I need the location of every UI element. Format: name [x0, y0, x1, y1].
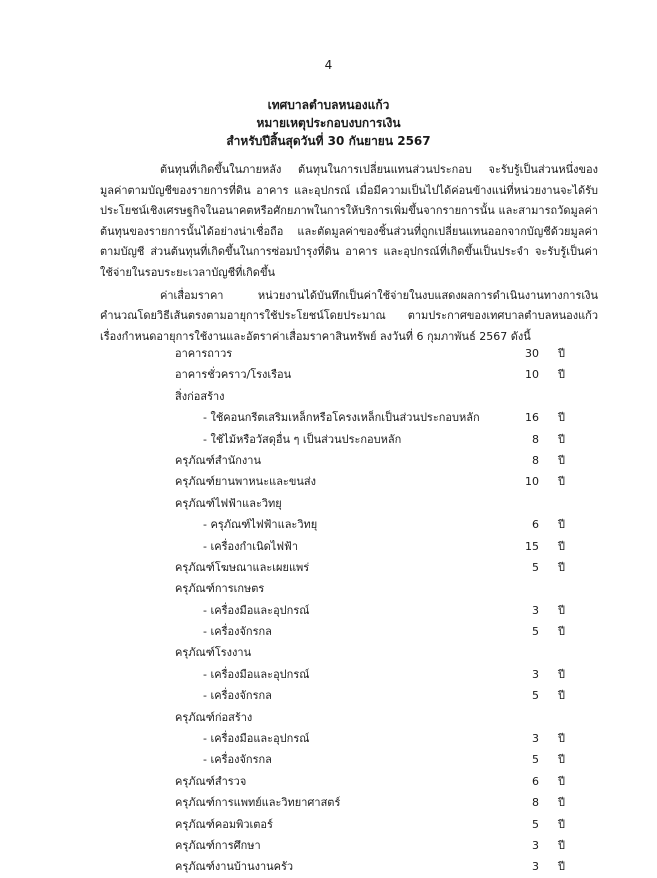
useful-life-unit: ปี — [558, 732, 565, 746]
paragraph-depreciation: ค่าเสื่อมราคา หน่วยงานได้บันทึกเป็นค่าใช้จ่ายในงบแสดงผลการดำเนินงานทางการเงินคำนวณโดยวิธีเส้นตรงตามอายุการใช้ประโยชน์โดยประมาณ ตามประกาศของเทศบาลตำบลหนองแก้ว เรื่องกำหนดอายุการใช้งานและอัตราค่าเสื่อมราคาสินทรัพย์ ลงวันที่ 6 กุมภาพันธ์ 2567 ดังนี้ — [100, 288, 598, 343]
useful-life-years: 8 — [532, 453, 539, 467]
asset-category-label: ครุภัณฑ์ไฟฟ้าและวิทยุ — [175, 496, 282, 510]
asset-category-label: ครุภัณฑ์การแพทย์และวิทยาศาสตร์ — [175, 796, 341, 810]
asset-category-label: - เครื่องกำเนิดไฟฟ้า — [203, 539, 299, 553]
asset-category-label: ครุภัณฑ์การศึกษา — [175, 838, 261, 852]
useful-life-years: 10 — [525, 368, 539, 382]
asset-category-label: - เครื่องมือและอุปกรณ์ — [203, 603, 310, 617]
useful-life-years: 3 — [532, 603, 539, 617]
useful-life-years: 30 — [525, 347, 539, 360]
schedule-row — [175, 792, 595, 813]
document-title: หมายเหตุประกอบงบการเงิน — [256, 116, 401, 130]
useful-life-unit: ปี — [558, 432, 565, 446]
asset-category-label: อาคารถาวร — [175, 347, 233, 360]
asset-category-label: สิ่งก่อสร้าง — [175, 389, 225, 403]
useful-life-years: 3 — [532, 838, 539, 852]
useful-life-unit: ปี — [558, 796, 565, 810]
useful-life-unit: ปี — [558, 817, 565, 831]
useful-life-unit: ปี — [558, 667, 565, 681]
asset-category-label: - เครื่องจักรกล — [203, 625, 272, 639]
asset-category-label: ครุภัณฑ์สำนักงาน — [175, 453, 261, 467]
useful-life-unit: ปี — [558, 539, 565, 553]
useful-life-years: 3 — [532, 667, 539, 681]
useful-life-unit: ปี — [558, 411, 565, 425]
useful-life-years: 3 — [532, 732, 539, 746]
schedule-row — [175, 514, 595, 535]
asset-category-label: ครุภัณฑ์คอมพิวเตอร์ — [175, 817, 273, 831]
useful-life-years: 5 — [532, 560, 539, 574]
schedule-row — [175, 386, 595, 407]
useful-life-years: 16 — [525, 411, 539, 425]
asset-category-label: - เครื่องมือและอุปกรณ์ — [203, 667, 310, 681]
useful-life-years: 8 — [532, 432, 539, 446]
asset-category-label: อาคารชั่วคราว/โรงเรือน — [175, 368, 292, 382]
page-number: 4 — [324, 58, 333, 72]
asset-category-label: - เครื่องจักรกล — [203, 753, 272, 767]
useful-life-unit: ปี — [558, 518, 565, 532]
organization-title: เทศบาลตำบลหนองแก้ว — [267, 98, 390, 112]
useful-life-unit: ปี — [558, 625, 565, 639]
schedule-row — [175, 707, 595, 728]
asset-category-label: ครุภัณฑ์ยานพาหนะและขนส่ง — [175, 475, 316, 489]
useful-life-unit: ปี — [558, 603, 565, 617]
document-header — [0, 96, 657, 150]
useful-life-unit: ปี — [558, 347, 565, 360]
asset-category-label: ครุภัณฑ์งานบ้านงานครัว — [175, 860, 294, 874]
useful-life-unit: ปี — [558, 368, 565, 382]
asset-category-label: ครุภัณฑ์โฆษณาและเผยแพร่ — [175, 560, 310, 574]
asset-category-label: - เครื่องมือและอุปกรณ์ — [203, 732, 310, 746]
useful-life-years: 10 — [525, 475, 539, 489]
schedule-row — [175, 749, 595, 770]
schedule-row — [175, 642, 595, 663]
useful-life-unit: ปี — [558, 560, 565, 574]
schedule-row — [175, 493, 595, 514]
schedule-row — [175, 557, 595, 578]
useful-life-years: 8 — [532, 796, 539, 810]
schedule-row — [175, 856, 595, 877]
schedule-row — [175, 407, 595, 428]
useful-life-unit: ปี — [558, 453, 565, 467]
useful-life-unit: ปี — [558, 753, 565, 767]
asset-category-label: - ใช้ไม้หรือวัสดุอื่น ๆ เป็นส่วนประกอบหลัก — [203, 432, 402, 446]
useful-life-unit: ปี — [558, 689, 565, 703]
useful-life-years: 6 — [532, 774, 539, 788]
useful-life-years: 6 — [532, 518, 539, 532]
schedule-row — [175, 621, 595, 642]
schedule-row — [175, 364, 595, 385]
useful-life-unit: ปี — [558, 838, 565, 852]
useful-life-unit: ปี — [558, 475, 565, 489]
asset-category-label: ครุภัณฑ์โรงงาน — [175, 646, 252, 660]
useful-life-years: 3 — [532, 860, 539, 874]
schedule-row — [175, 600, 595, 621]
useful-life-unit: ปี — [558, 860, 565, 874]
schedule-row — [175, 578, 595, 599]
asset-category-label: - เครื่องจักรกล — [203, 689, 272, 703]
schedule-row — [175, 728, 595, 749]
schedule-row — [175, 536, 595, 557]
schedule-row — [175, 835, 595, 856]
asset-category-label: ครุภัณฑ์ก่อสร้าง — [175, 710, 253, 724]
useful-life-schedule — [175, 343, 595, 878]
useful-life-unit: ปี — [558, 774, 565, 788]
useful-life-years: 15 — [525, 539, 539, 553]
schedule-row — [175, 343, 595, 364]
schedule-row — [175, 771, 595, 792]
asset-category-label: - ครุภัณฑ์ไฟฟ้าและวิทยุ — [203, 518, 318, 532]
schedule-row — [175, 429, 595, 450]
schedule-row — [175, 814, 595, 835]
useful-life-years: 5 — [532, 753, 539, 767]
useful-life-years: 5 — [532, 689, 539, 703]
asset-category-label: ครุภัณฑ์สำรวจ — [175, 774, 247, 788]
paragraph-subsequent-costs: ต้นทุนที่เกิดขึ้นในภายหลัง ต้นทุนในการเปลี่ยนแทนส่วนประกอบ จะรับรู้เป็นส่วนหนึ่งของมูลค่าตามบัญชีของรายการที่ดิน อาคาร และอุปกรณ์ เมื่อมีความเป็นไปได้ค่อนข้างแน่ที่หน่วยงานจะได้รับประโยชน์เชิงเศรษฐกิจในอนาคตหรือศักยภาพในการให้บริการเพิ่มขึ้นจากรายการนั้น และสามารถวัดมูลค่าต้นทุนของรายการนั้นได้อย่างน่าเชื่อถือ และตัดมูลค่าของชิ้นส่วนที่ถูกเปลี่ยนแทนออกจากบัญชีด้วยมูลค่าตามบัญชี ส่วนต้นทุนที่เกิดขึ้นในการซ่อมบำรุงที่ดิน อาคาร และอุปกรณ์ที่เกิดขึ้นเป็นประจำ จะรับรู้เป็นค่าใช้จ่ายในรอบระยะเวลาบัญชีที่เกิดขึ้น — [100, 163, 598, 279]
schedule-row — [175, 450, 595, 471]
schedule-row — [175, 664, 595, 685]
useful-life-years: 5 — [532, 817, 539, 831]
period-title: สำหรับปีสิ้นสุดวันที่ 30 กันยายน 2567 — [226, 134, 431, 148]
body-text — [100, 160, 598, 349]
asset-category-label: - ใช้คอนกรีตเสริมเหล็กหรือโครงเหล็กเป็นส่วนประกอบหลัก — [203, 411, 480, 425]
schedule-row — [175, 471, 595, 492]
schedule-row — [175, 685, 595, 706]
useful-life-years: 5 — [532, 625, 539, 639]
asset-category-label: ครุภัณฑ์การเกษตร — [175, 582, 265, 596]
